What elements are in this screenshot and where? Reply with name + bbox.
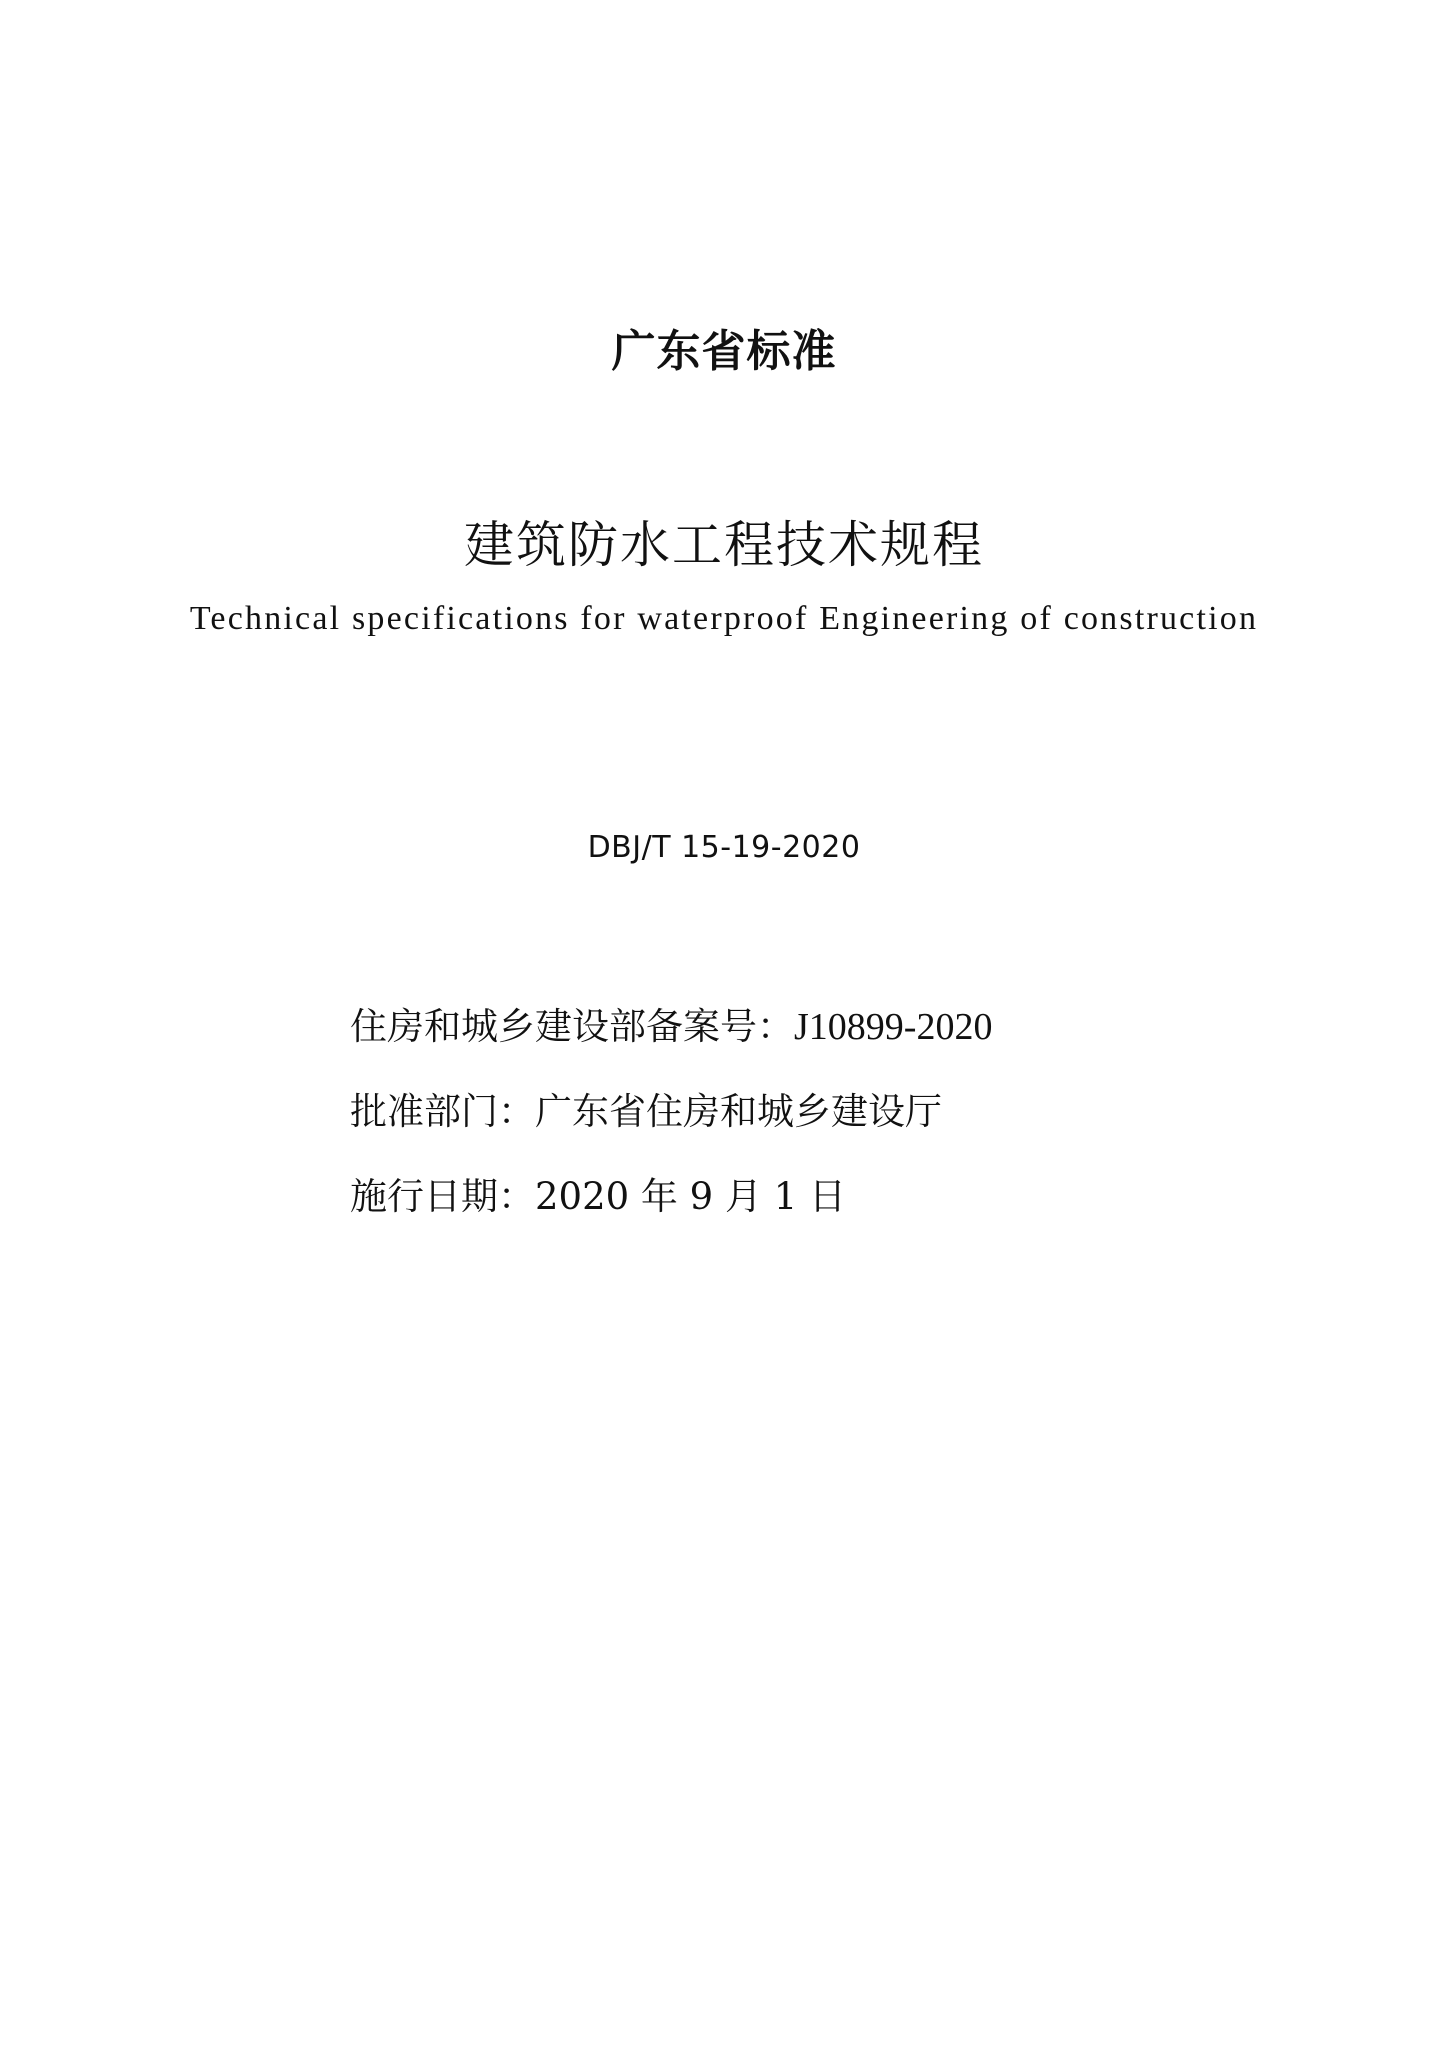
filing-number-label: 住房和城乡建设部备案号: [350, 1005, 757, 1048]
approval-department-label: 批准部门: [350, 1090, 498, 1133]
filing-number-value: J10899-2020: [794, 1006, 993, 1048]
effective-date-line: [350, 1172, 1350, 1222]
effective-date-label: 施行日期: [350, 1175, 498, 1218]
effective-date-value: 2020 年 9 月 1 日: [535, 1175, 847, 1218]
approval-department-line: [350, 1087, 1350, 1137]
document-info-block: [350, 1002, 1350, 1257]
filing-number-line: [350, 1002, 1350, 1052]
document-title-english: Technical specifications for waterproof Engineering of construction: [189, 600, 1259, 637]
standard-number: DBJ/T 15-19-2020: [587, 830, 861, 865]
approval-department-value: 广东省住房和城乡建设厅: [535, 1090, 942, 1133]
document-title-chinese: 建筑防水工程技术规程: [464, 516, 984, 574]
approval-department-separator: ：: [498, 1090, 535, 1133]
filing-number-separator: ：: [757, 1005, 794, 1048]
effective-date-separator: ：: [498, 1175, 535, 1218]
standard-category-title: 广东省标准: [611, 326, 837, 377]
